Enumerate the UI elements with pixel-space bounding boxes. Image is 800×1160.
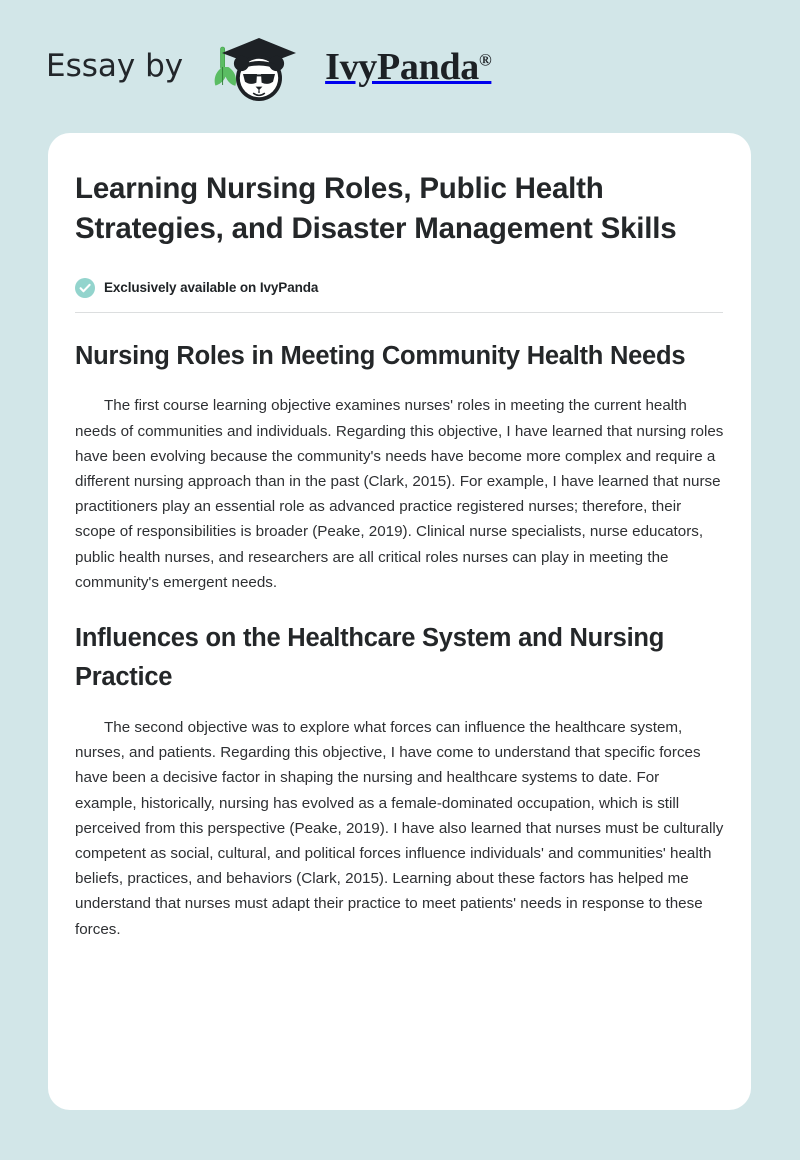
section-paragraph-2-1: The second objective was to explore what forces can influence the healthcare system, nurses, and patients. Regarding this objective, I have come to understand that specific forces have been a decisive factor in shaping the nursing and healthcare systems to date. For example, historically, nursing has evolved as a female-dominated occupation, which is still perceived from this perspective (Peake, 2019). I have also learned that nurses must be culturally competent as social, cultural, and political forces influence individuals' and communities' health beliefs, practices, and behaviors (Clark, 2015). Learning about these factors has helped me understand that nurses must adapt their practice to meet patients' needs in response to these forces.	[75, 718, 724, 938]
registered-trademark-symbol: ®	[478, 49, 492, 69]
masthead	[0, 0, 800, 133]
section-heading-1: Nursing Roles in Meeting Community Health Needs	[75, 341, 686, 370]
section-heading-2: Influences on the Healthcare System and Nursing Practice	[75, 623, 665, 692]
essay-card	[48, 133, 751, 1110]
header-divider	[75, 312, 723, 313]
brand-wordmark	[325, 45, 492, 88]
exclusivity-badge-label: Exclusively available on IvyPanda	[104, 280, 319, 296]
ivypanda-brand-link[interactable]	[201, 33, 491, 101]
section-paragraph-1-1: The first course learning objective examines nurses' roles in meeting the current health needs of communities and individuals. Regarding this objective, I have learned that nursing roles have been evolving because the community's needs have become more complex and require a different nursing approach than in the past (Clark, 2015). For example, I have learned that nurse practitioners play an essential role as advanced practice registered nurses; therefore, their scope of responsibilities is broader (Peake, 2019). Clinical nurse specialists, nurse educators, public health nurses, and researchers are all critical roles nurses can play in meeting the community's emergent needs.	[75, 397, 724, 591]
page-title: Learning Nursing Roles, Public Health Strategies, and Disaster Management Skills	[75, 172, 677, 246]
brand-name-text: IvyPanda	[325, 45, 479, 88]
card-bottom-spacer	[75, 942, 724, 1062]
essay-by-label: Essay by	[46, 48, 184, 84]
check-circle-icon	[75, 278, 95, 298]
exclusivity-badge	[75, 278, 724, 298]
ivypanda-panda-graduation-logo	[201, 33, 317, 101]
